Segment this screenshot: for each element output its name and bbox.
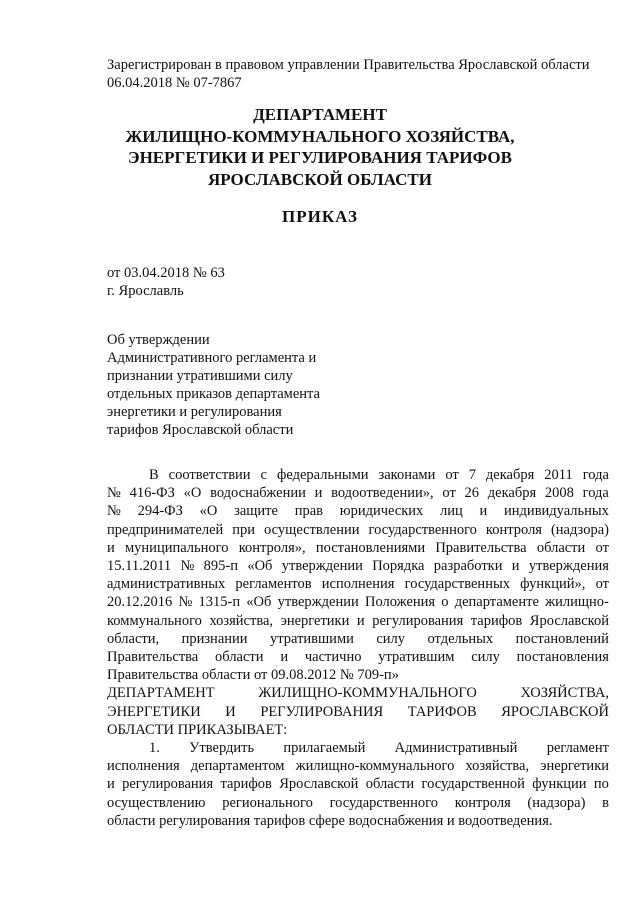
word: исполнения bbox=[107, 758, 180, 775]
word: № bbox=[107, 485, 121, 502]
word: жилищно-коммунального bbox=[295, 758, 455, 775]
word: энергетики bbox=[540, 758, 609, 775]
word: Ярославской bbox=[529, 612, 609, 629]
word: Порядка bbox=[372, 558, 425, 575]
word: 1315-п bbox=[198, 594, 241, 611]
word: утверждения bbox=[528, 558, 609, 575]
word: (надзора) bbox=[550, 521, 609, 538]
word: государственных bbox=[404, 576, 510, 593]
word: и bbox=[479, 503, 488, 520]
department-header bbox=[0, 104, 640, 190]
word: от bbox=[595, 576, 609, 593]
word: РЕГУЛИРОВАНИЯ bbox=[260, 703, 384, 720]
department-line-1: ДЕПАРТАМЕНТ bbox=[253, 105, 387, 124]
word: прав bbox=[294, 503, 323, 520]
subject-line: признании утратившими силу bbox=[107, 368, 293, 384]
word: ХОЗЯЙСТВА, bbox=[520, 685, 609, 702]
word: постановлений bbox=[515, 630, 609, 647]
word: «Об bbox=[247, 558, 273, 575]
word: области bbox=[536, 539, 586, 556]
paragraph-preamble bbox=[107, 466, 609, 666]
word: года bbox=[582, 467, 609, 483]
text-line bbox=[107, 703, 609, 721]
word: прилагаемый bbox=[283, 740, 366, 757]
department-line-2: ЖИЛИЩНО-КОММУНАЛЬНОГО ХОЗЯЙСТВА, bbox=[125, 126, 515, 146]
text-line bbox=[107, 630, 609, 648]
word: декабря bbox=[485, 467, 535, 483]
text-line bbox=[107, 502, 609, 520]
subject-line: энергетики и регулирования bbox=[107, 404, 282, 420]
word: отдельных bbox=[427, 630, 494, 647]
department-line-4: ЯРОСЛАВСКОЙ ОБЛАСТИ bbox=[208, 169, 432, 189]
text-line bbox=[107, 484, 609, 502]
subject-line: Административного регламента и bbox=[107, 350, 317, 366]
order-date-number: от 03.04.2018 № 63 bbox=[107, 265, 225, 281]
word: года bbox=[582, 485, 609, 502]
word: регулирования bbox=[372, 612, 464, 629]
word: и bbox=[356, 612, 365, 629]
word: и bbox=[107, 539, 115, 556]
word: тарифов bbox=[220, 776, 272, 793]
word: функций», bbox=[520, 576, 586, 593]
word: 26 bbox=[464, 485, 480, 502]
word: соответствии bbox=[168, 467, 251, 483]
paragraph-order-clause bbox=[107, 684, 609, 720]
subject-line: тарифов Ярославской области bbox=[107, 422, 294, 438]
word: от bbox=[442, 485, 456, 502]
word: И bbox=[225, 703, 236, 720]
word: Утвердить bbox=[189, 740, 255, 757]
word: области, bbox=[107, 630, 160, 647]
word: регионального bbox=[222, 794, 313, 811]
word: В bbox=[149, 467, 159, 483]
word: Положения bbox=[364, 594, 436, 611]
text-line bbox=[107, 612, 609, 630]
order-city: г. Ярославль bbox=[107, 283, 184, 299]
word: государственного bbox=[368, 521, 477, 538]
word: 7 bbox=[468, 467, 476, 483]
text-line bbox=[107, 794, 609, 812]
word: предпринимателей bbox=[107, 521, 224, 538]
word: тарифов bbox=[470, 612, 523, 629]
word: 2011 bbox=[544, 467, 573, 483]
word: и bbox=[314, 485, 323, 502]
word: и bbox=[107, 776, 115, 793]
word: Правительства bbox=[107, 649, 199, 666]
document-title: ПРИКАЗ bbox=[282, 207, 358, 226]
word: № bbox=[107, 503, 121, 520]
word: регулирования bbox=[122, 776, 214, 793]
word: индивидуальных bbox=[504, 503, 609, 520]
word: контроля bbox=[454, 794, 511, 811]
word: № bbox=[180, 558, 195, 575]
word: области bbox=[215, 649, 264, 666]
word: и bbox=[280, 649, 289, 666]
text-line bbox=[107, 557, 609, 575]
word: Правительства bbox=[435, 539, 527, 556]
paragraph-order-clause-last-line: ОБЛАСТИ ПРИКАЗЫВАЕТ: bbox=[107, 721, 288, 738]
text-line bbox=[107, 593, 609, 611]
word: (надзора) bbox=[527, 794, 586, 811]
word: 20.12.2016 bbox=[107, 594, 173, 611]
word: постановлениями bbox=[315, 539, 426, 556]
word: энергетики bbox=[280, 612, 350, 629]
word: законами bbox=[378, 467, 436, 483]
word: государственного bbox=[329, 794, 438, 811]
word: области bbox=[365, 776, 415, 793]
word: ЭНЕРГЕТИКИ bbox=[107, 703, 201, 720]
word: департаментом bbox=[190, 758, 285, 775]
word: утверждении bbox=[281, 558, 363, 575]
word: декабря bbox=[487, 485, 537, 502]
word: ЯРОСЛАВСКОЙ bbox=[501, 703, 609, 720]
word: с bbox=[260, 467, 267, 483]
text-line bbox=[107, 739, 609, 757]
word: № bbox=[178, 594, 193, 611]
word: осуществлению bbox=[107, 794, 206, 811]
registration-line-1: Зарегистрирован в правовом управлении Правительства Ярославской области bbox=[107, 57, 590, 73]
word: частично bbox=[304, 649, 362, 666]
word: утратившими bbox=[270, 630, 354, 647]
word: и bbox=[511, 558, 520, 575]
word: федеральными bbox=[276, 467, 369, 483]
order-meta bbox=[107, 264, 225, 300]
word: Ярославской bbox=[279, 776, 359, 793]
word: жилищно- bbox=[545, 594, 609, 611]
text-line bbox=[107, 648, 609, 666]
word: утратившим bbox=[378, 649, 455, 666]
word: в bbox=[602, 794, 609, 811]
word: водоотведении», bbox=[331, 485, 434, 502]
word: департаменте bbox=[454, 594, 539, 611]
paragraph-item-1 bbox=[107, 739, 609, 812]
word: 416-ФЗ bbox=[129, 485, 175, 502]
word: муниципального bbox=[125, 539, 229, 556]
paragraph-item-1-last-line: области регулирования тарифов сфере водоснабжения и водоотведения. bbox=[107, 812, 553, 829]
subject-line: отдельных приказов департамента bbox=[107, 386, 320, 402]
word: «Об bbox=[246, 594, 272, 611]
word: административных bbox=[107, 576, 226, 593]
word: Административный bbox=[394, 740, 518, 757]
word: коммунального bbox=[107, 612, 202, 629]
word: ТАРИФОВ bbox=[407, 703, 477, 720]
word: хозяйства, bbox=[465, 758, 530, 775]
word: регламентов bbox=[235, 576, 312, 593]
word: 294-ФЗ bbox=[137, 503, 183, 520]
word: признании bbox=[181, 630, 248, 647]
word: водоснабжении bbox=[210, 485, 306, 502]
word: функции bbox=[532, 776, 587, 793]
word: от bbox=[595, 539, 609, 556]
text-line bbox=[107, 575, 609, 593]
word: лиц bbox=[440, 503, 463, 520]
word: юридических bbox=[339, 503, 424, 520]
department-line-3: ЭНЕРГЕТИКИ И РЕГУЛИРОВАНИЯ ТАРИФОВ bbox=[128, 148, 512, 167]
text-line bbox=[107, 466, 609, 484]
text-line bbox=[107, 684, 609, 702]
paragraph-preamble-last-line: Правительства области от 09.08.2012 № 709-п» bbox=[107, 667, 399, 684]
word: 15.11.2011 bbox=[107, 558, 172, 575]
word: контроля», bbox=[238, 539, 306, 556]
word: 895-п bbox=[203, 558, 238, 575]
word: при bbox=[232, 521, 256, 538]
word: 1. bbox=[149, 740, 160, 757]
text-line bbox=[107, 757, 609, 775]
subject-line: Об утверждении bbox=[107, 332, 210, 348]
word: регламент bbox=[546, 740, 609, 757]
word: по bbox=[593, 776, 609, 793]
registration-note bbox=[107, 56, 617, 92]
word: защите bbox=[234, 503, 278, 520]
word: о bbox=[441, 594, 449, 611]
word: силу bbox=[376, 630, 406, 647]
word: постановления bbox=[516, 649, 609, 666]
text-line bbox=[107, 521, 609, 539]
text-line bbox=[107, 775, 609, 793]
word: исполнения bbox=[321, 576, 395, 593]
word: ДЕПАРТАМЕНТ bbox=[107, 685, 215, 702]
word: осуществлении bbox=[264, 521, 360, 538]
word: ЖИЛИЩНО-КОММУНАЛЬНОГО bbox=[258, 685, 477, 702]
word: 2008 bbox=[544, 485, 574, 502]
word: силу bbox=[471, 649, 500, 666]
word: от bbox=[445, 467, 459, 483]
registration-line-2: 06.04.2018 № 07-7867 bbox=[107, 75, 242, 91]
word: государственной bbox=[421, 776, 525, 793]
word: утверждении bbox=[277, 594, 359, 611]
text-line bbox=[107, 539, 609, 557]
word: разработки bbox=[433, 558, 503, 575]
word: «О bbox=[183, 485, 202, 502]
order-body bbox=[107, 466, 609, 830]
order-subject bbox=[107, 331, 320, 439]
word: хозяйства, bbox=[209, 612, 274, 629]
word: «О bbox=[199, 503, 218, 520]
word: контроля bbox=[485, 521, 542, 538]
